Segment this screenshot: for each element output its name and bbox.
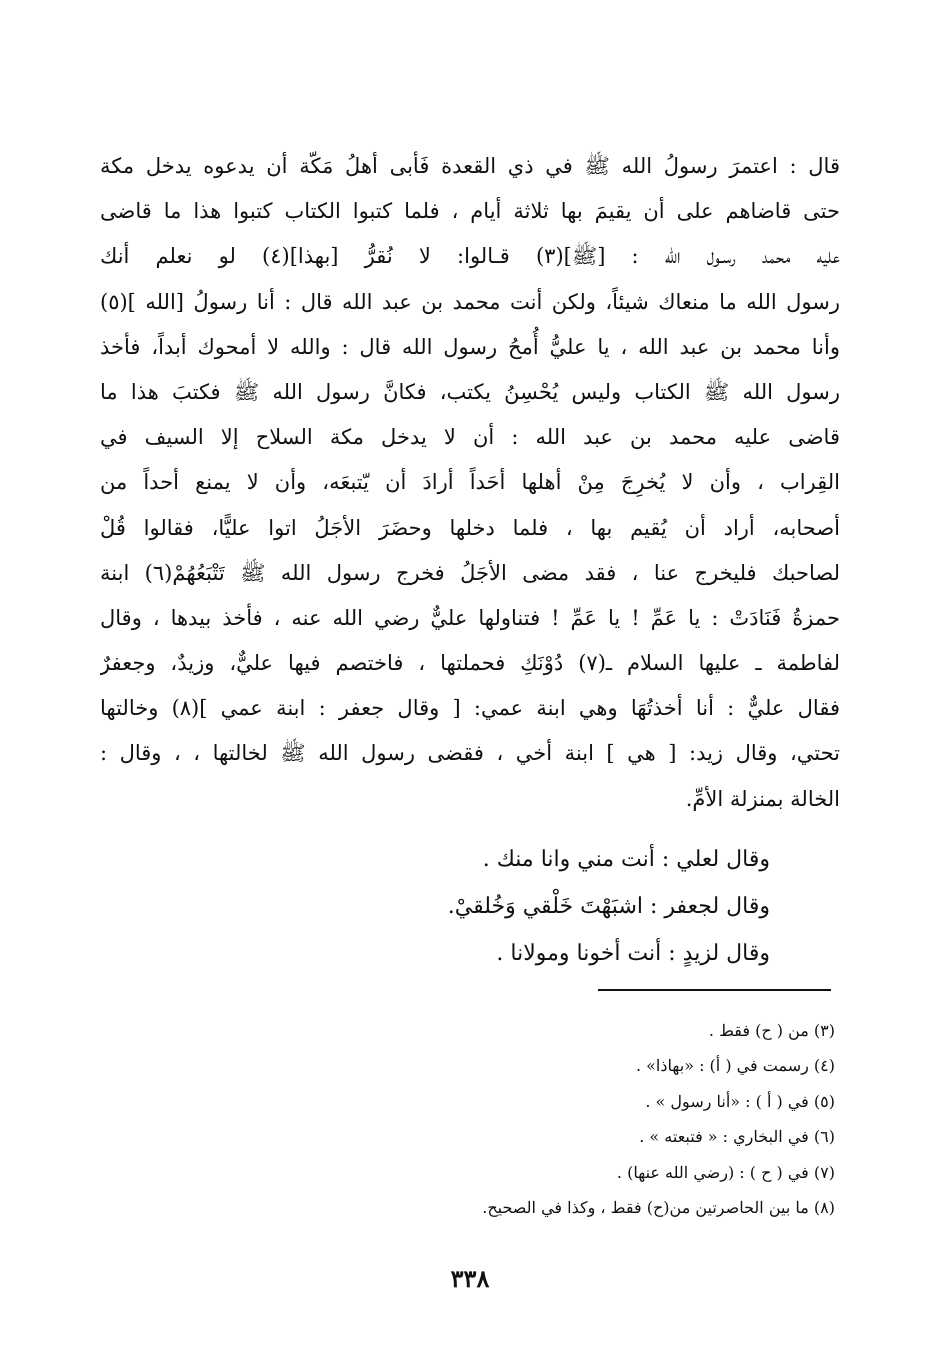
body-line: حتى قاضاهم على أن يقيمَ بها ثلاثة أيام ، فلما كتبوا الكتاب كتبوا هذا ما قاضى <box>100 199 840 224</box>
body-line: تحتي، وقال زيد: [ هي ] ابنة أخي ، فقضى رسول الله ﷺ لخالتها ، ، وقال : <box>100 741 840 766</box>
hadith-body <box>100 144 840 822</box>
footnote: (٤) رسمت في ( أ) : «بهاذا» . <box>635 1056 835 1076</box>
body-line: عليه محمد رسـول الله : [ﷺ](٣) قـالوا: لا نُقرُّ [بهذا](٤) لو نعلم أنك <box>100 244 840 269</box>
body-line: وأنا محمد بن عبد الله ، يا عليُّ أُمحُ رسول الله قال : والله لا أمحوك أبداً، فأخذ <box>100 334 840 359</box>
saying-line: وقال لجعفر : اشبَهْتَ خَلْقي وَخُلقيْ. <box>447 894 770 919</box>
body-line: حمزةُ فَنَادَتْ : يا عَمِّ ! يا عَمِّ ! فتناولها عليٌّ رضي الله عنه ، فأخذ بيدها ، وقال <box>100 605 840 630</box>
body-line: الخالة بمنزلة الأمِّ. <box>685 786 840 811</box>
body-line: قاضى عليه محمد بن عبد الله : أن لا يدخل مكة السلاح إلا السيف في <box>100 425 840 450</box>
body-line: رسول الله ما منعاك شيئاً، ولكن أنت محمد بن عبد الله قال : أنا رسولُ [الله ](٥) <box>100 289 840 314</box>
body-line: رسول الله ﷺ الكتاب وليس يُحْسِنُ يكتب، فكانَّ رسول الله ﷺ فكتبَ هذا ما <box>100 379 840 404</box>
saying-line: وقال لزيدٍ : أنت أخونا ومولانا . <box>496 941 770 966</box>
body-line: القِراب ، وأن لا يُخرِجَ مِنْ أهلها أحَداً أرادَ أن يّتبعَه، وأن لا يمنع أحداً من <box>100 470 840 495</box>
footnote-divider <box>598 989 831 991</box>
footnote: (٨) ما بين الحاصرتين من(ح) فقط ، وكذا في الصحيح. <box>482 1197 835 1217</box>
footnote: (٧) في ( ح ) : (رضي الله عنها) . <box>616 1162 835 1182</box>
body-line: فقال عليٌّ : أنا أخذتُهَا وهي ابنة عمي: [ وقال جعفر : ابنة عمي ](٨) وخالتها <box>100 696 840 721</box>
footnote: (٦) في البخاري : « فتبعته » . <box>639 1127 835 1147</box>
body-line: لفاطمة ـ عليها السلام ـ(٧) دُوْنَكِ فحملتها ، فاختصم فيها عليٌّ، وزيدٌ، وجعفرٌ <box>100 651 840 676</box>
saying-line: وقال لعلي : أنت مني وانا منك . <box>482 847 770 872</box>
footnote: (٥) في ( أ ) : «أنا رسول » . <box>645 1091 835 1111</box>
footnote: (٣) من ( ح) فقط . <box>708 1021 835 1040</box>
page-number: ٣٣٨ <box>450 1264 490 1293</box>
footnotes <box>330 1013 835 1225</box>
body-line: أصحابه، أراد أن يُقيم بها ، فلما دخلها وحضَرَ الأجَلُ اتوا عليًّا، فقالوا قُلْ <box>100 515 840 540</box>
body-line: لصاحبك فليخرج عنا ، فقد مضى الأجَلُ فخرج رسول الله ﷺ تَتْبَعُهُمْ(٦) ابنة <box>100 560 840 585</box>
body-line: قال : اعتمرَ رسولُ الله ﷺ في ذي القعدة فَأبى أهلُ مَكّة أن يدعوه يدخل مكة <box>100 154 840 178</box>
sayings-block <box>300 836 770 977</box>
